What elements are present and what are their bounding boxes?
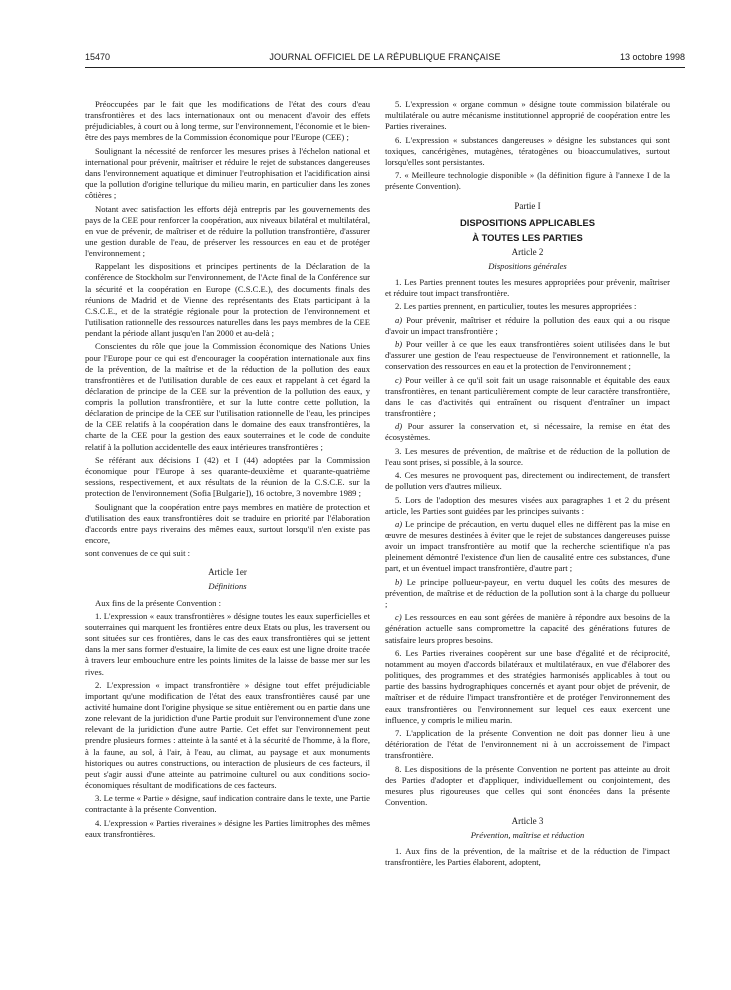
article-paragraph: 4. Ces mesures ne provoquent pas, directement ou indirectement, de transfert de pollution vers d'autres milieux. (385, 470, 670, 492)
sub-item-letter: b) (395, 576, 403, 587)
article-paragraph: 6. L'expression « substances dangereuses » désigne les substances qui sont toxiques, cancérigènes, mutagènes, tératogènes ou bioaccumulatives, surtout lorsqu'elles sont persistantes. (385, 134, 670, 167)
article-3-title: Prévention, maîtrise et réduction (470, 830, 585, 841)
sub-item (385, 339, 670, 372)
part-title-line-1: DISPOSITIONS APPLICABLES (459, 216, 596, 228)
article-paragraph: 8. Les dispositions de la présente Convention ne portent pas atteinte au droit des Parties d'adopter et d'appliquer, individuellement ou conjointement, des mesures plus rigoureuses que celles qui sont énoncées dans la présente Convention. (385, 763, 670, 807)
preamble-paragraph: Conscientes du rôle que joue la Commission économique des Nations Unies pour l'Europe pour ce qui est d'encourager la coopération internationale aux fins de la prévention, de la maîtrise et de la réduction de la pollution des eaux transfrontières et de l'utilisation durable de ces eaux et rappelant à cet égard la déclaration de principe de la CEE sur la prévention de la pollution des eaux, y compris la pollution transfrontière, et sur la lutte contre cette pollution, la déclaration de principe de la CEE sur l'utilisation rationnelle de l'eau, les principes de la CEE relatifs à la coopération dans le domaine des eaux transfrontières, la charte de la CEE pour la gestion des eaux souterraines et le code de conduite relatif à la pollution accidentelle des eaux intérieures transfrontières ; (85, 341, 370, 452)
left-column (85, 99, 370, 842)
article-paragraph: 4. L'expression « Parties riveraines » désigne les Parties limitrophes des mêmes eaux transfrontières. (85, 817, 370, 839)
closing-formula: sont convenues de ce qui suit : (85, 548, 191, 559)
sub-item-text: Pour veiller à ce que les eaux transfrontières soient utilisées dans le but d'assurer une gestion de l'eau respectueuse de l'environnement et rationnelle, la conservation des ressources en eau et la protection de l'environnement ; (385, 338, 670, 372)
sub-item-letter: a) (395, 314, 403, 325)
article-2-title: Dispositions générales (488, 260, 567, 271)
preamble-paragraph: Notant avec satisfaction les efforts déjà entrepris par les gouvernements des pays de la CEE pour renforcer la coopération, aux niveaux bilatéral et multilatéral, en vue de prévenir, de maîtriser et de réduire la pollution transfrontière, d'assurer une gestion durable de l'eau, de préserver les ressources en eau et de protéger l'environnement ; (85, 203, 370, 258)
sub-item-text: Le principe pollueur-payeur, en vertu duquel les coûts des mesures de prévention, de maîtrise et de réduction de la pollution sont à la charge du pollueur ; (385, 576, 670, 609)
article-paragraph: 7. « Meilleure technologie disponible » (la définition figure à l'annexe I de la présente Convention). (385, 170, 670, 192)
sub-item-letter: b) (395, 338, 403, 349)
sub-item-letter: a) (395, 518, 403, 529)
article-3-heading: Article 3 (511, 816, 544, 826)
article-paragraph: 5. Lors de l'adoption des mesures visées aux paragraphes 1 et 2 du présent article, les Parties sont guidées par les principes suivants : (385, 494, 670, 516)
sub-item-letter: d) (395, 421, 403, 432)
preamble-paragraph: Soulignant la nécessité de renforcer les mesures prises à l'échelon national et international pour prévenir, maîtriser et réduire le rejet de substances dangereuses dans l'environnement aquatique et diminuer l'eutrophisation et l'acidification ainsi que la pollution d'origine tellurique du milieu marin, en particulier dans les zones côtières ; (85, 145, 370, 201)
article-paragraph: 2. Les parties prennent, en particulier, toutes les mesures appropriées : (395, 301, 637, 312)
sub-item-text: Les ressources en eau sont gérées de manière à répondre aux besoins de la génération actuelle sans compromettre la capacité des générations futures de satisfaire leurs propres besoins. (385, 612, 670, 645)
sub-item-text: Pour prévenir, maîtriser et réduire la pollution des eaux qui a ou risque d'avoir un impact transfrontière ; (385, 314, 670, 336)
preamble-paragraph: Préoccupées par le fait que les modifications de l'état des cours d'eau transfrontières et des lacs internationaux ont ou menacent d'avoir des effets préjudiciables, à court ou à long terme, sur l'environnement, l'économie et le bien-être des pays membres de la Commission économique pour l'Europe (CEE) ; (85, 99, 370, 143)
journal-title: JOURNAL OFFICIEL DE LA RÉPUBLIQUE FRANÇAISE (269, 52, 501, 62)
sub-item-text: Pour assurer la conservation et, si nécessaire, la remise en état des écosystèmes. (385, 421, 671, 443)
article-paragraph: 3. Les mesures de prévention, de maîtrise et de réduction de la pollution de l'eau sont prises, si possible, à la source. (385, 445, 670, 467)
sub-item-letter: c) (395, 374, 402, 385)
sub-item-text: Le principe de précaution, en vertu duquel elles ne diffèrent pas la mise en œuvre de mesures destinées à éviter que le rejet de substances dangereuses puisse avoir un impact transfrontière au motif que la recherche scientifique n'a pas pleinement démontré l'existence d'un lien de causalité entre ces substances, d'une part, et un éventuel impact transfrontière, d'autre part ; (385, 518, 671, 574)
article-paragraph: 2. L'expression « impact transfrontière » désigne tout effet préjudiciable important qu'une modification de l'état des eaux transfrontières causé par une activité humaine dont l'origine physique se situe entièrement ou en partie dans une zone relevant de la juridiction d'une Partie produit sur l'environnement d'une zone relevant de la juridiction d'une autre Partie. Cet effet sur l'environnement peut prendre plusieurs formes : atteinte à la santé et à la sécurité de l'homme, à la flore, à la faune, au sol, à l'air, à l'eau, au climat, au paysage et aux monuments historiques ou autres constructions, ou interaction de plusieurs de ces facteurs, il peut s'agir aussi d'une atteinte au patrimoine culturel ou aux conditions socio-économiques résultant de modifications de ces facteurs. (85, 679, 370, 790)
sub-item-text: Pour veiller à ce qu'il soit fait un usage raisonnable et équitable des eaux transfrontières, en tenant particulièrement compte de leur caractère transfrontière, dans le cas d'activités qui entraînent ou risquent d'entraîner un impact transfrontière ; (385, 374, 670, 418)
article-2-heading: Article 2 (511, 246, 544, 257)
preamble-paragraph: Soulignant que la coopération entre pays membres en matière de protection et d'utilisation des eaux transfrontières doit se traduire en priorité par l'élaboration d'accords entre pays riverains des mêmes eaux, surtout lorsqu'il n'en existe pas encore, (85, 501, 370, 545)
article-paragraph: 5. L'expression « organe commun » désigne toute commission bilatérale ou multilatérale ou autre mécanisme institutionnel approprié de coopération entre les Parties riveraines. (385, 99, 670, 132)
sub-item (385, 577, 670, 610)
publication-date: 13 octobre 1998 (619, 52, 685, 62)
article-1-title: Définitions (208, 581, 247, 592)
sub-item (385, 375, 670, 420)
article-paragraph: 7. L'application de la présente Convention ne doit pas donner lieu à une détérioration de l'état de l'environnement ni à un accroissement de l'impact transfrontière. (385, 727, 670, 761)
preamble-paragraph: Se référant aux décisions I (42) et I (44) adoptées par la Commission économique pour l'Europe à ses quarante-deuxième et quarante-quatrième sessions, respectivement, et aux résultats de la réunion de la C.S.C.E. sur la protection de l'environnement (Sofia [Bulgarie]), 16 octobre, 3 novembre 1989 ; (85, 454, 370, 499)
header-rule (85, 67, 685, 68)
article-1-intro: Aux fins de la présente Convention : (95, 597, 222, 608)
article-1-heading: Article 1er (208, 567, 247, 578)
page-header (85, 52, 685, 66)
article-paragraph: 1. Les Parties prennent toutes les mesures appropriées pour prévenir, maîtriser et réduire tout impact transfrontière. (385, 276, 670, 298)
right-column (385, 99, 670, 871)
sub-item (385, 421, 670, 443)
sub-item (385, 315, 670, 337)
sub-item (385, 519, 670, 575)
part-title-line-2: À TOUTES LES PARTIES (472, 231, 583, 243)
article-paragraph: 3. Le terme « Partie » désigne, sauf indication contraire dans le texte, une Partie contractante à la présente Convention. (85, 793, 370, 815)
preamble-paragraph: Rappelant les dispositions et principes pertinents de la Déclaration de la conférence de Stockholm sur l'environnement, de l'Acte final de la Conférence sur la sécurité et la coopération en Europe (C.S.C.E.), des documents finals des réunions de Madrid et de Vienne des représentants des Etats participant à la C.S.C.E., et de la stratégie régionale pour la protection de l'environnement et l'utilisation rationnelle des ressources naturelles dans les pays membres de la CEE pendant la période allant jusqu'en l'an 2000 et au-delà ; (85, 261, 370, 339)
sub-item (385, 612, 670, 645)
article-paragraph: 1. Aux fins de la prévention, de la maîtrise et de la réduction de l'impact transfrontière, les Parties élaborent, adoptent, (385, 846, 670, 868)
article-paragraph: 6. Les Parties riveraines coopèrent sur une base d'égalité et de réciprocité, notamment au moyen d'accords bilatéraux et multilatéraux, en vue d'élaborer des politiques, des programmes et des stratégies harmonisés applicables à tout ou partie des bassins hydrographiques concernés et ayant pour objet de prévenir, de maîtriser et de réduire l'impact transfrontière et de protéger l'environnement des eaux transfrontières ou l'environnement sur lequel ces eaux exercent une influence, y compris le milieu marin. (385, 647, 670, 725)
part-heading: Partie I (514, 201, 541, 212)
article-paragraph: 1. L'expression « eaux transfrontières » désigne toutes les eaux superficielles et souterraines qui marquent les frontières entre deux Etats ou plus, les traversent ou sont situées sur ces frontières, dans le cas des eaux transfrontières qui se jettent dans la mer sans former d'estuaire, la limite de ces eaux est une ligne droite tracée à travers leur embouchure entre les points limites de la laisse de basse mer sur les rives. (85, 610, 370, 677)
page-number: 15470 (85, 52, 111, 62)
sub-item-letter: c) (395, 612, 402, 623)
